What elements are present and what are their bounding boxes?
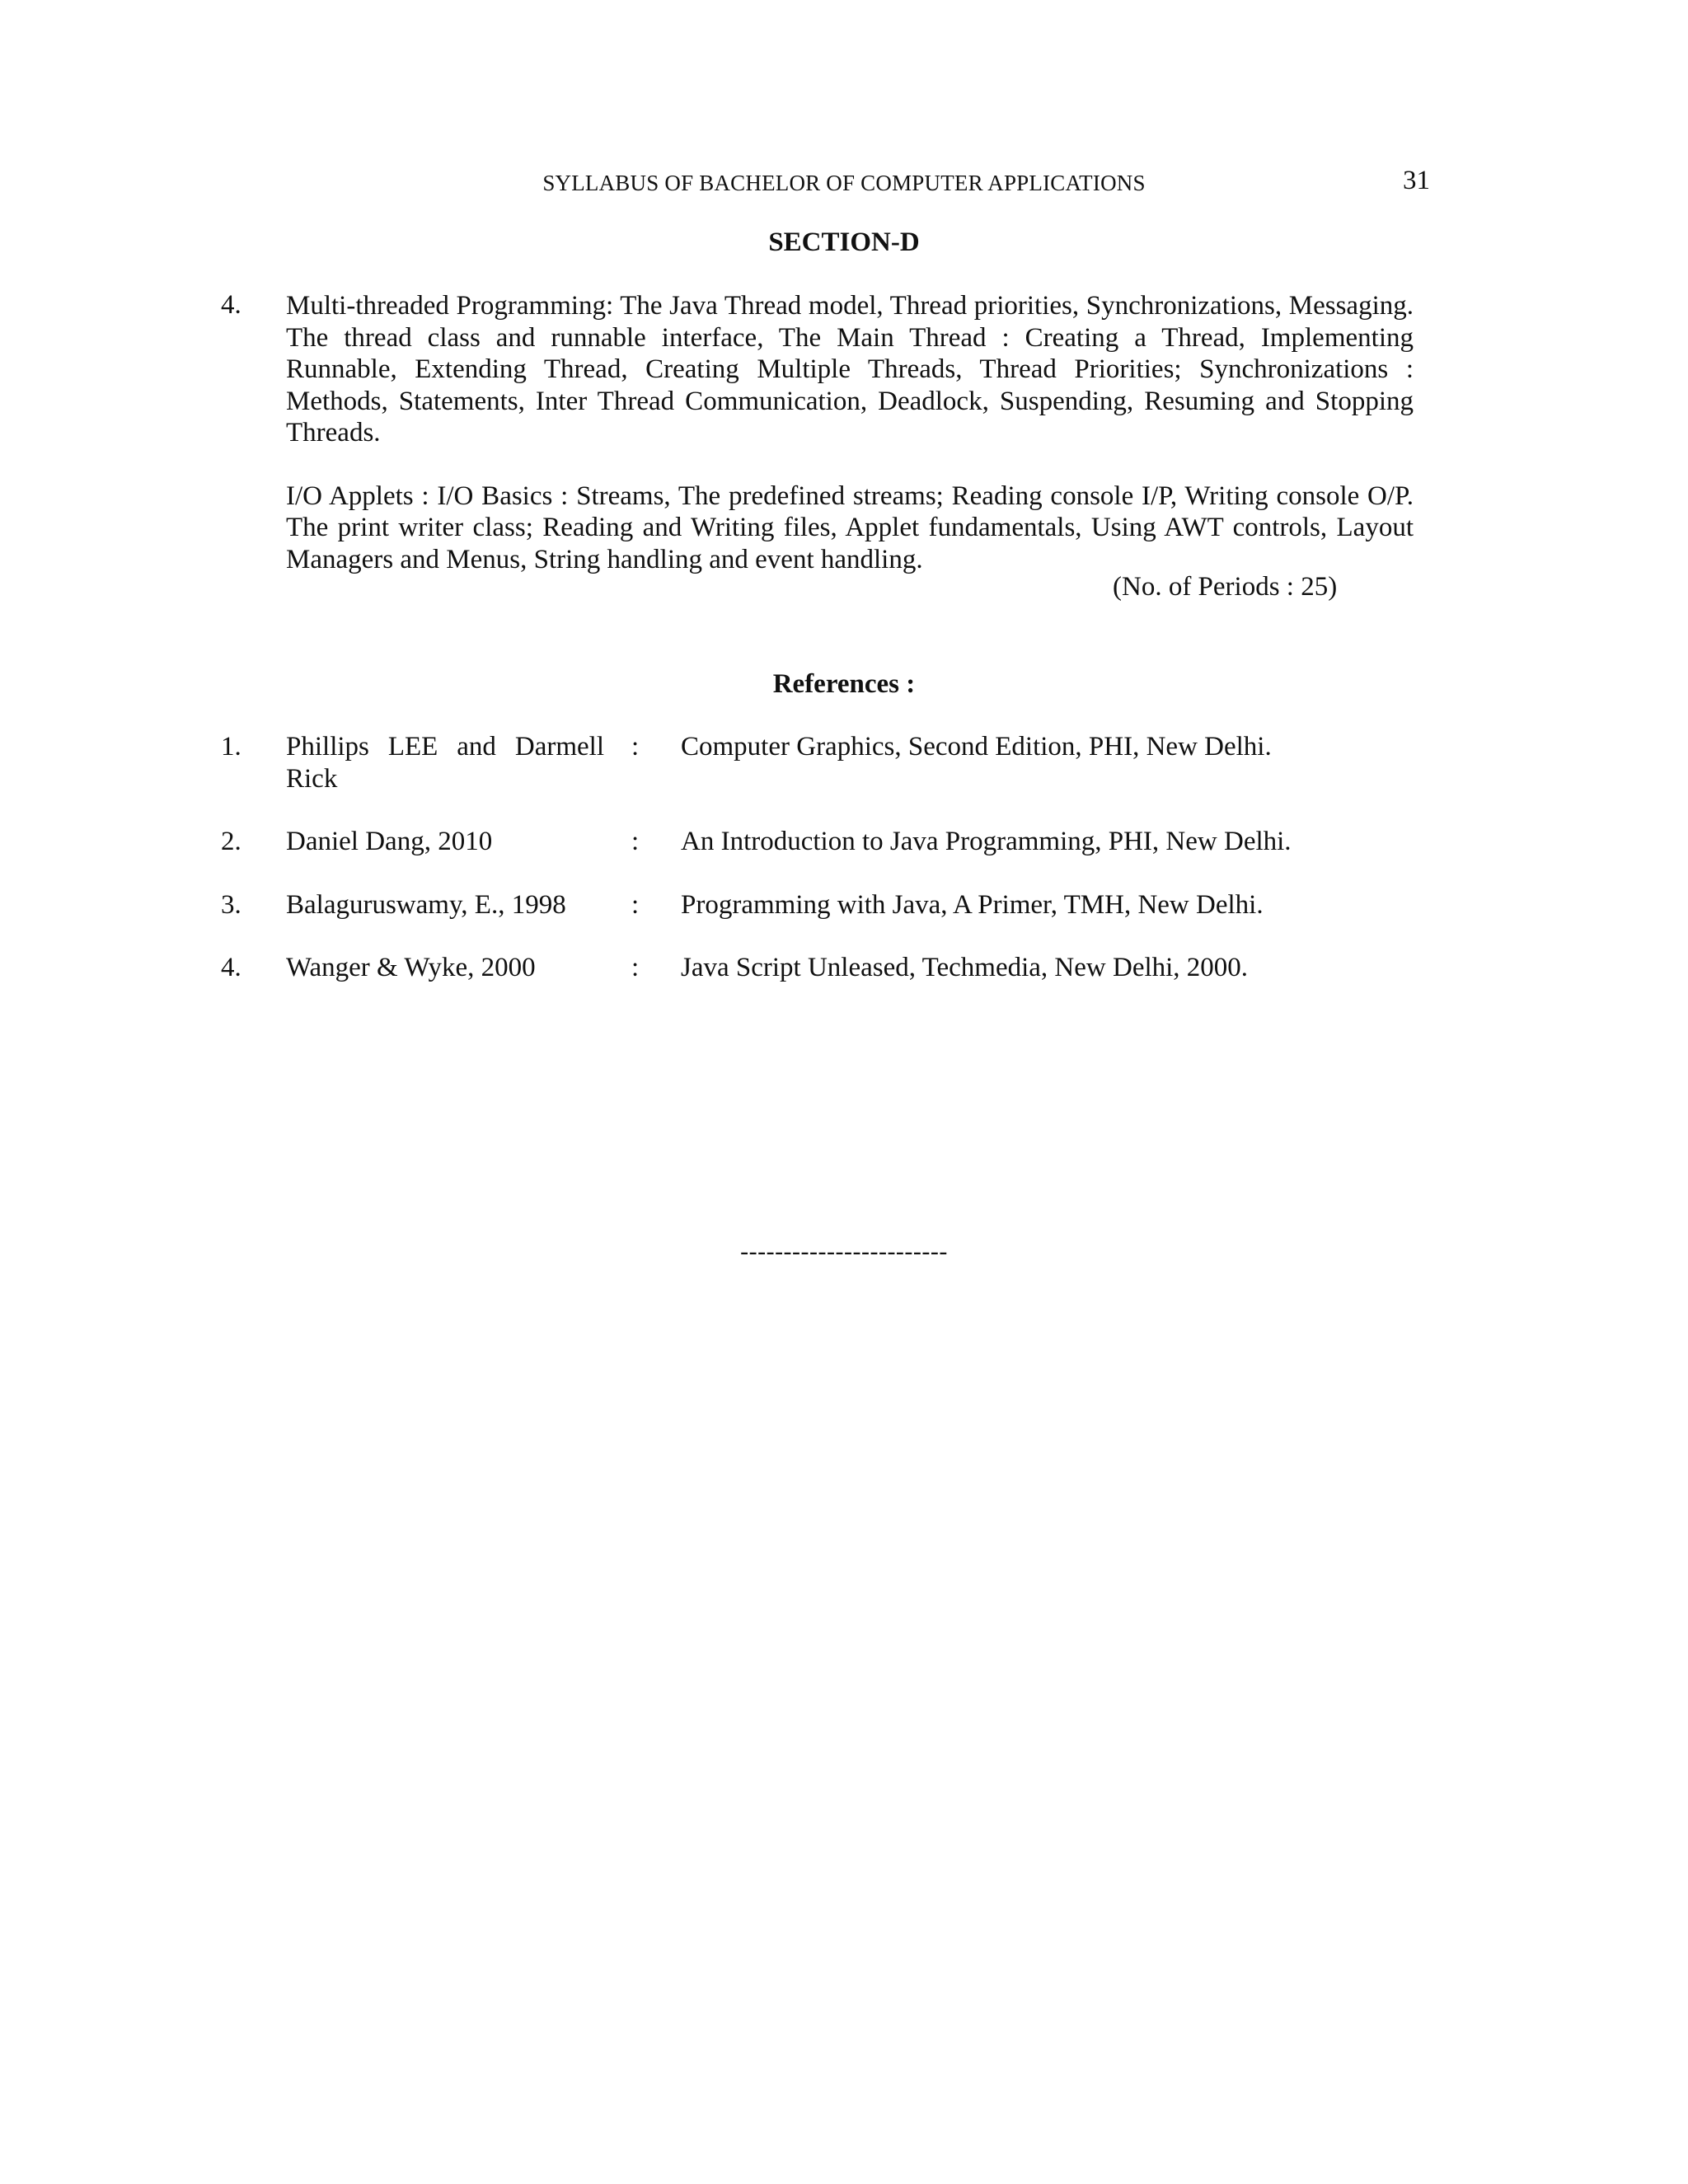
running-header [0, 166, 1688, 202]
reference-separator: : [631, 827, 640, 856]
reference-work: Java Script Unleased, Techmedia, New Delhi, 2000. [681, 953, 1249, 982]
reference-author: Balaguruswamy, E., 1998 [286, 890, 566, 920]
reference-author: Phillips LEE and Darmell Rick [286, 732, 604, 794]
header-title: SYLLABUS OF BACHELOR OF COMPUTER APPLICATIONS [542, 171, 1146, 195]
topic-paragraph-threads: Multi-threaded Programming: The Java Thread model, Thread priorities, Synchronizations, Messaging. The thread class and runnable interface, The Main Thread : Creating a Thread, Implementing Runnable, Extending Thread, Creating Multiple Threads, Thread Priorities; Synchronizations : Methods, Statements, Inter Thread Communication, Deadlock, Suspending, Resuming and Stopping Threads. [286, 291, 1414, 448]
section-title: SECTION-D [768, 227, 920, 257]
end-divider: ------------------------ [740, 1238, 948, 1265]
topic-number: 4. [221, 290, 241, 320]
topic-paragraph-io-applets: I/O Applets : I/O Basics : Streams, The predefined streams; Reading console I/P, Writing console O/P. The print writer class; Reading and Writing files, Applet fundamentals, Using AWT controls, Layout Managers and Menus, String handling and event handling. [286, 480, 1414, 574]
reference-work: Programming with Java, A Primer, TMH, New Delhi. [681, 890, 1264, 920]
references-title: References : [772, 669, 916, 699]
reference-number: 4. [221, 953, 241, 982]
reference-separator: : [631, 890, 640, 920]
reference-work: Computer Graphics, Second Edition, PHI, New Delhi. [681, 732, 1272, 762]
reference-number: 1. [221, 732, 241, 762]
periods-count: (No. of Periods : 25) [1113, 572, 1338, 602]
page-number: 31 [1403, 166, 1430, 195]
reference-number: 2. [221, 827, 241, 856]
topic-content [286, 290, 1414, 607]
reference-work: An Introduction to Java Programming, PHI, New Delhi. [681, 827, 1292, 856]
reference-separator: : [631, 953, 640, 982]
reference-author: Daniel Dang, 2010 [286, 827, 493, 856]
reference-number: 3. [221, 890, 241, 920]
reference-separator: : [631, 732, 640, 762]
reference-author: Wanger & Wyke, 2000 [286, 953, 536, 982]
